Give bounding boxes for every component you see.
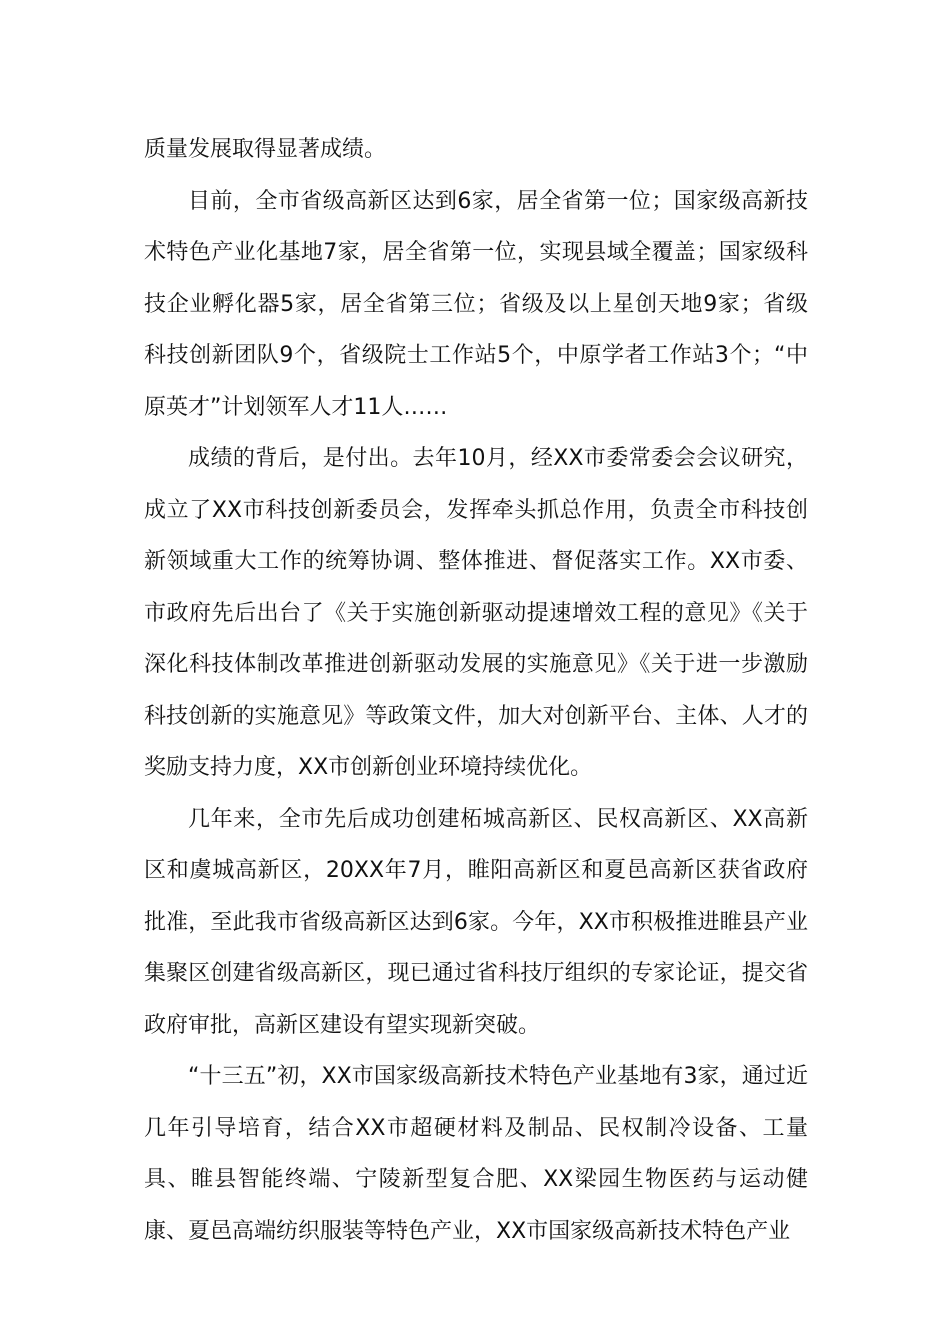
paragraph-3: 成绩的背后，是付出。去年10月，经XX市委常委会会议研究，成立了XX市科技创新委员会，发挥牵头抓总作用，负责全市科技创新领域重大工作的统筹协调、整体推进、督促落实工作。XX市委、市政府先后出台了《关于实施创新驱动提速增效工程的意见》《关于深化科技体制改革推进创新驱动发展的实施意见》《关于进一步激励科技创新的实施意见》等政策文件，加大对创新平台、主体、人才的奖励支持力度，XX市创新创业环境持续优化。: [144, 446, 808, 780]
paragraph-5: “十三五”初，XX市国家级高新技术特色产业基地有3家，通过近几年引导培育，结合XX市超硬材料及制品、民权制冷设备、工量具、睢县智能终端、宁陵新型复合肥、XX梁园生物医药与运动健康、夏邑高端纺织服装等特色产业，XX市国家级高新技术特色产业: [144, 1064, 808, 1244]
paragraph-1: 质量发展取得显著成绩。: [144, 137, 387, 162]
document-body: [144, 124, 808, 1257]
paragraph-4: 几年来，全市先后成功创建柘城高新区、民权高新区、XX高新区和虞城高新区，20XX年7月，睢阳高新区和夏邑高新区获省政府批准，至此我市省级高新区达到6家。今年，XX市积极推进睢县产业集聚区创建省级高新区，现已通过省科技厅组织的专家论证，提交省政府审批，高新区建设有望实现新突破。: [144, 806, 808, 1038]
paragraph-2: 目前，全市省级高新区达到6家，居全省第一位；国家级高新技术特色产业化基地7家，居全省第一位，实现县域全覆盖；国家级科技企业孵化器5家，居全省第三位；省级及以上星创天地9家；省级科技创新团队9个，省级院士工作站5个，中原学者工作站3个；“中原英才”计划领军人才11人……: [144, 188, 808, 420]
